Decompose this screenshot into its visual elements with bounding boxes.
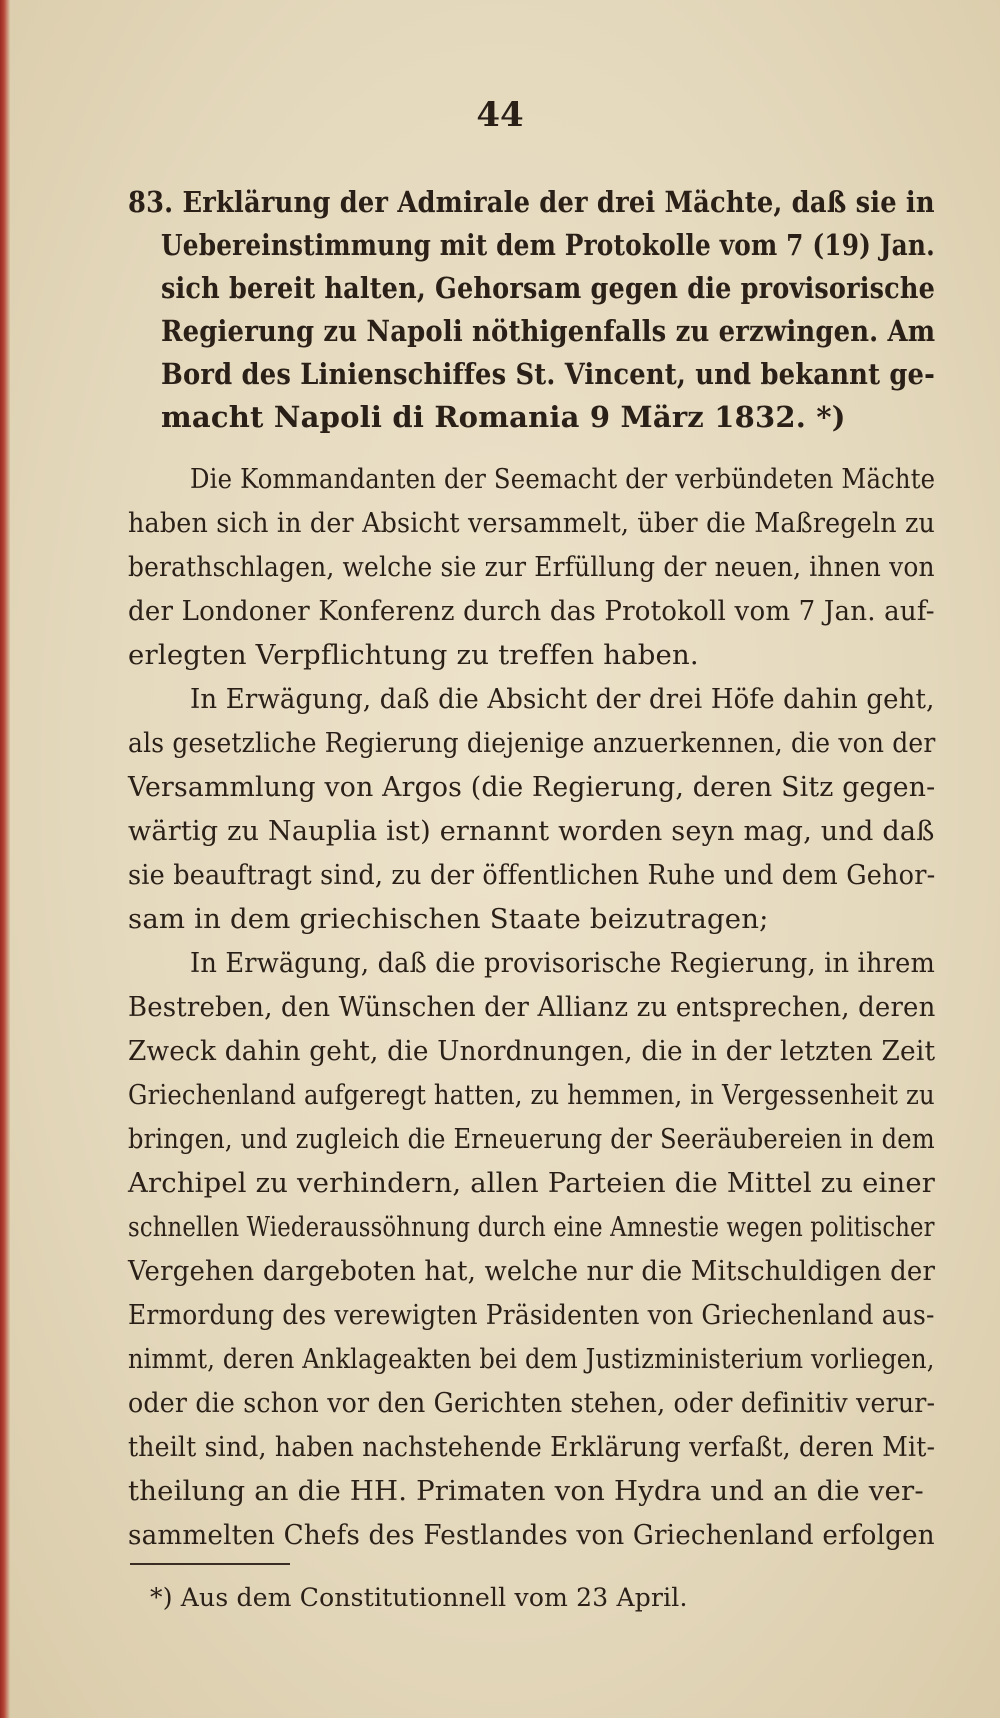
body-line: Bestreben, den Wünschen der Allianz zu entsprechen, deren	[128, 991, 936, 1023]
heading-line: sich bereit halten, Gehorsam gegen die provisorische	[161, 271, 936, 305]
body-line: haben sich in der Absicht versammelt, über die Maßregeln zu	[128, 507, 936, 539]
body-line: Ermordung des verewigten Präsidenten von Griechenland aus-	[128, 1299, 935, 1331]
heading-line: 83. Erklärung der Admirale der drei Mächte, daß sie in	[128, 185, 935, 219]
body-line: nimmt, deren Anklageakten bei dem Justizministerium vorliegen,	[128, 1343, 935, 1375]
heading-line: Bord des Linienschiffes St. Vincent, und bekannt ge-	[161, 357, 936, 391]
body-line: sie beauftragt sind, zu der öffentlichen Ruhe und dem Gehor-	[128, 859, 936, 891]
heading-line: Regierung zu Napoli nöthigenfalls zu erzwingen. Am	[161, 314, 936, 348]
body-line: Versammlung von Argos (die Regierung, deren Sitz gegen-	[128, 771, 936, 803]
heading-line: Uebereinstimmung mit dem Protokolle vom 7 (19) Jan.	[161, 228, 935, 262]
body-line: In Erwägung, daß die Absicht der drei Höfe dahin geht,	[190, 683, 935, 715]
body-line: theilung an die HH. Primaten von Hydra und an die ver-	[128, 1475, 924, 1507]
body-line: sam in dem griechischen Staate beizutragen;	[128, 903, 769, 935]
body-line: Vergehen dargeboten hat, welche nur die Mitschuldigen der	[128, 1255, 936, 1287]
body-line: berathschlagen, welche sie zur Erfüllung der neuen, ihnen von	[128, 551, 935, 583]
footnote-rule	[130, 1563, 290, 1565]
body-line: theilt sind, haben nachstehende Erklärung verfaßt, deren Mit-	[128, 1431, 936, 1463]
body-line: der Londoner Konferenz durch das Protokoll vom 7 Jan. auf-	[128, 595, 935, 627]
body-line: Griechenland aufgeregt hatten, zu hemmen, in Vergessenheit zu	[128, 1079, 935, 1111]
heading-line: macht Napoli di Romania 9 März 1832. *)	[161, 400, 846, 434]
page-edge	[0, 0, 10, 1718]
body-line: Zweck dahin geht, die Unordnungen, die in der letzten Zeit	[128, 1035, 936, 1067]
body-line: wärtig zu Nauplia ist) ernannt worden seyn mag, und daß	[128, 815, 935, 847]
body-line: sammelten Chefs des Festlandes von Griechenland erfolgen	[128, 1519, 935, 1551]
body-line: oder die schon vor den Gerichten stehen, oder definitiv verur-	[128, 1387, 936, 1419]
body-line: bringen, und zugleich die Erneuerung der Seeräubereien in dem	[128, 1123, 935, 1155]
body-line: Archipel zu verhindern, allen Parteien die Mittel zu einer	[128, 1167, 936, 1199]
body-line: erlegten Verpflichtung zu treffen haben.	[128, 639, 699, 671]
body-line: schnellen Wiederaussöhnung durch eine Amnestie wegen politischer	[128, 1211, 935, 1243]
body-line: als gesetzliche Regierung diejenige anzuerkennen, die von der	[128, 727, 936, 759]
body-line: In Erwägung, daß die provisorische Regierung, in ihrem	[190, 947, 935, 979]
footnote: *) Aus dem Constitutionnell vom 23 April.	[150, 1583, 688, 1612]
body-line: Die Kommandanten der Seemacht der verbündeten Mächte	[190, 463, 936, 495]
page-number: 44	[476, 95, 524, 135]
